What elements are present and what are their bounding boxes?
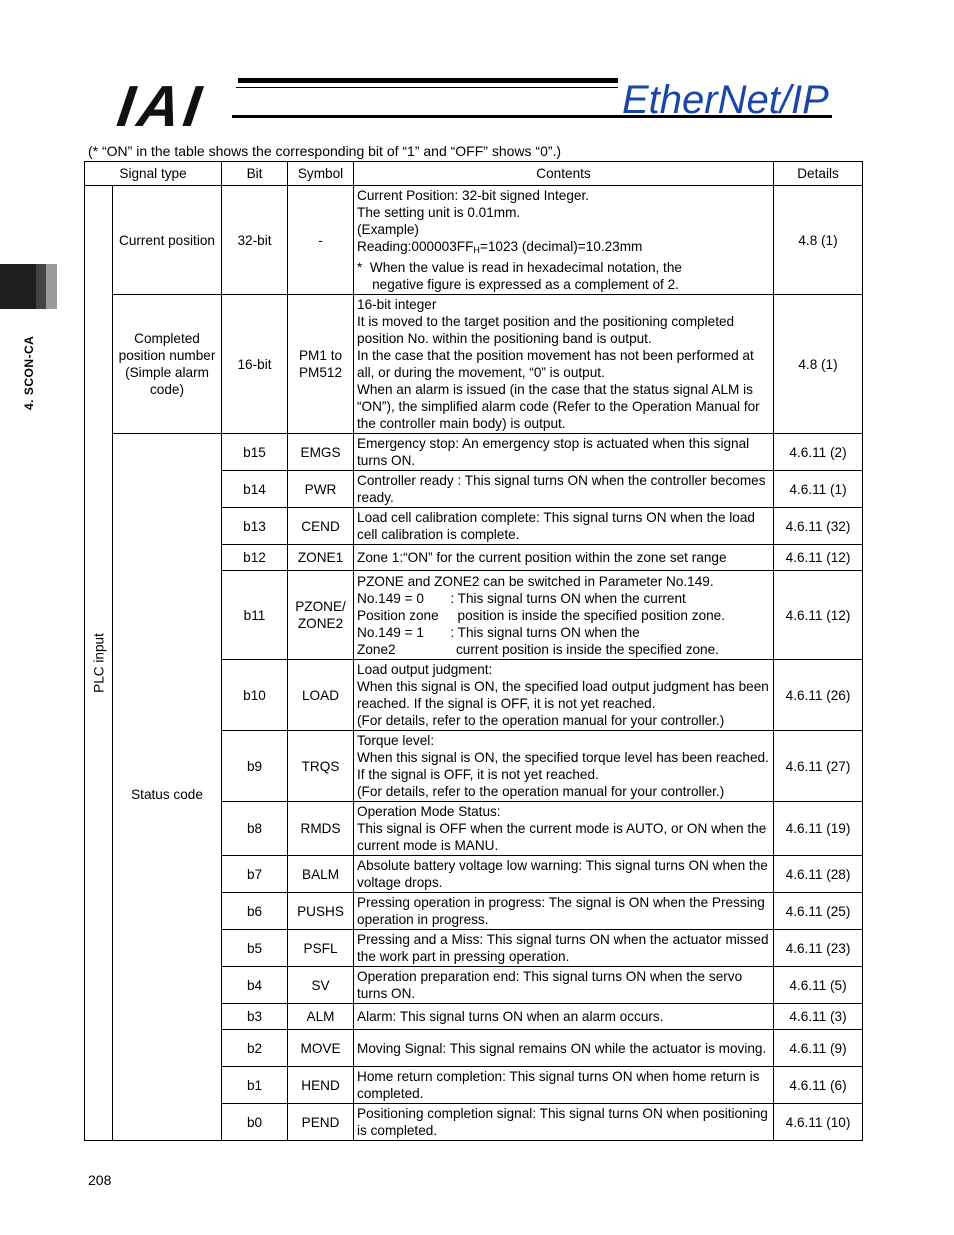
reading-subscript: H: [473, 245, 480, 255]
symbol-cell: ZONE1: [288, 545, 354, 571]
contents-cell: Emergency stop: An emergency stop is actuated when this signal turns ON.: [354, 434, 774, 471]
plc-input-signal-table: [84, 161, 863, 1141]
contents-cell: 16-bit integer It is moved to the target position and the positioning completed position No. within the positioning band is output. In the case that the position movement has not been performed at all, or during the movement, “0” is output. When an alarm is issued (in the case that the status signal ALM is “ON”), the simplified alarm code (Refer to the Operation Manual for the controller main body) is output.: [354, 295, 774, 434]
header-details: Details: [774, 162, 863, 186]
symbol-cell: CEND: [288, 508, 354, 545]
bit-cell: b6: [222, 893, 288, 930]
details-cell: 4.6.11 (28): [774, 856, 863, 893]
details-cell: 4.6.11 (32): [774, 508, 863, 545]
details-cell: 4.8 (1): [774, 186, 863, 295]
symbol-cell: MOVE: [288, 1030, 354, 1067]
details-cell: 4.6.11 (2): [774, 434, 863, 471]
details-cell: 4.6.11 (10): [774, 1104, 863, 1141]
details-cell: 4.6.11 (1): [774, 471, 863, 508]
contents-cell: Pressing and a Miss: This signal turns ON when the actuator missed the work part in pressing operation.: [354, 930, 774, 967]
table-row: [85, 186, 863, 295]
contents-cell: Alarm: This signal turns ON when an alarm occurs.: [354, 1004, 774, 1030]
bit-cell: b12: [222, 545, 288, 571]
symbol-cell: SV: [288, 967, 354, 1004]
details-cell: 4.6.11 (27): [774, 731, 863, 802]
details-cell: 4.6.11 (6): [774, 1067, 863, 1104]
contents-line: [357, 238, 770, 259]
symbol-cell: PSFL: [288, 930, 354, 967]
bit-cell: b2: [222, 1030, 288, 1067]
bit-cell: b5: [222, 930, 288, 967]
symbol-cell: HEND: [288, 1067, 354, 1104]
contents-cell: Home return completion: This signal turns ON when home return is completed.: [354, 1067, 774, 1104]
contents-cell: Controller ready : This signal turns ON when the controller becomes ready.: [354, 471, 774, 508]
plc-input-label: PLC input: [91, 633, 106, 693]
details-cell: 4.6.11 (26): [774, 660, 863, 731]
chapter-label: 4. SCON-CA: [22, 335, 36, 410]
bit-cell: b10: [222, 660, 288, 731]
symbol-cell: BALM: [288, 856, 354, 893]
contents-line: * When the value is read in hexadecimal notation, the: [357, 260, 682, 275]
contents-cell: Load output judgment: When this signal is ON, the specified load output judgment has been reached. If the signal is OFF, it is not yet reached. (For details, refer to the operation manual for your controller.): [354, 660, 774, 731]
contents-cell: PZONE and ZONE2 can be switched in Parameter No.149. No.149 = 0 : This signal turns ON when the current Position zone position is inside the specified position zone. No.149 = 1 : This signal turns ON when the Zone2 current position is inside the specified zone.: [354, 571, 774, 660]
symbol-cell: PM1 to PM512: [288, 295, 354, 434]
symbol-cell: PWR: [288, 471, 354, 508]
contents-line: The setting unit is 0.01mm.: [357, 205, 521, 220]
details-cell: 4.6.11 (9): [774, 1030, 863, 1067]
symbol-cell: PUSHS: [288, 893, 354, 930]
contents-cell: Operation Mode Status: This signal is OFF when the current mode is AUTO, or ON when the current mode is MANU.: [354, 802, 774, 856]
symbol-cell: PZONE/ ZONE2: [288, 571, 354, 660]
signal-type-cell: Current position: [113, 186, 222, 295]
symbol-cell: -: [288, 186, 354, 295]
chapter-tab-marker-light: [46, 264, 57, 309]
header-signal-type: Signal type: [85, 162, 222, 186]
contents-cell: Positioning completion signal: This signal turns ON when positioning is completed.: [354, 1104, 774, 1141]
plc-input-group-cell: [85, 186, 113, 1141]
header-rule-top: [238, 78, 618, 83]
details-cell: 4.6.11 (5): [774, 967, 863, 1004]
symbol-cell: EMGS: [288, 434, 354, 471]
reading-prefix: Reading:000003FF: [357, 239, 474, 254]
details-cell: 4.6.11 (25): [774, 893, 863, 930]
details-cell: 4.6.11 (12): [774, 545, 863, 571]
chapter-tab-marker-mid: [36, 264, 46, 309]
details-cell: 4.6.11 (3): [774, 1004, 863, 1030]
ethernet-ip-title: EtherNet/IP: [622, 78, 829, 122]
contents-line: negative figure is expressed as a complement of 2.: [357, 277, 679, 292]
bit-cell: b15: [222, 434, 288, 471]
table-row: [85, 434, 863, 471]
bit-cell: b9: [222, 731, 288, 802]
table-note: (* “ON” in the table shows the corresponding bit of “1” and “OFF” shows “0”.): [88, 143, 562, 159]
symbol-cell: ALM: [288, 1004, 354, 1030]
symbol-cell: TRQS: [288, 731, 354, 802]
bit-cell: 16-bit: [222, 295, 288, 434]
header-symbol: Symbol: [288, 162, 354, 186]
details-cell: 4.6.11 (12): [774, 571, 863, 660]
bit-cell: b0: [222, 1104, 288, 1141]
contents-line: Current Position: 32-bit signed Integer.: [357, 188, 589, 203]
header-bit: Bit: [222, 162, 288, 186]
contents-cell: Torque level: When this signal is ON, the specified torque level has been reached. If the signal is OFF, it is not yet reached. (For details, refer to the operation manual for your controller.): [354, 731, 774, 802]
bit-cell: b11: [222, 571, 288, 660]
details-cell: 4.6.11 (19): [774, 802, 863, 856]
contents-cell: Absolute battery voltage low warning: This signal turns ON when the voltage drops.: [354, 856, 774, 893]
chapter-tab-marker: [0, 264, 36, 309]
bit-cell: b4: [222, 967, 288, 1004]
contents-cell: Operation preparation end: This signal turns ON when the servo turns ON.: [354, 967, 774, 1004]
bit-cell: b1: [222, 1067, 288, 1104]
details-cell: 4.6.11 (23): [774, 930, 863, 967]
bit-cell: b7: [222, 856, 288, 893]
bit-cell: b13: [222, 508, 288, 545]
bit-cell: 32-bit: [222, 186, 288, 295]
table-row: [85, 295, 863, 434]
symbol-cell: RMDS: [288, 802, 354, 856]
status-code-cell: Status code: [113, 434, 222, 1141]
contents-cell: Moving Signal: This signal remains ON while the actuator is moving.: [354, 1030, 774, 1067]
iai-logo: IAI: [113, 74, 209, 139]
header-rule-thin: [236, 87, 618, 88]
bit-cell: b8: [222, 802, 288, 856]
bit-cell: b14: [222, 471, 288, 508]
bit-cell: b3: [222, 1004, 288, 1030]
contents-cell: Zone 1:“ON” for the current position within the zone set range: [354, 545, 774, 571]
contents-cell: [354, 186, 774, 295]
symbol-cell: PEND: [288, 1104, 354, 1141]
details-cell: 4.8 (1): [774, 295, 863, 434]
contents-line: (Example): [357, 222, 419, 237]
page-number: 208: [88, 1172, 112, 1188]
reading-suffix: =1023 (decimal)=10.23mm: [479, 239, 643, 254]
signal-type-cell: Completed position number (Simple alarm code): [113, 295, 222, 434]
header-contents: Contents: [354, 162, 774, 186]
table-header-row: [85, 162, 863, 186]
contents-cell: Load cell calibration complete: This signal turns ON when the load cell calibration is complete.: [354, 508, 774, 545]
contents-cell: Pressing operation in progress: The signal is ON when the Pressing operation in progress.: [354, 893, 774, 930]
symbol-cell: LOAD: [288, 660, 354, 731]
